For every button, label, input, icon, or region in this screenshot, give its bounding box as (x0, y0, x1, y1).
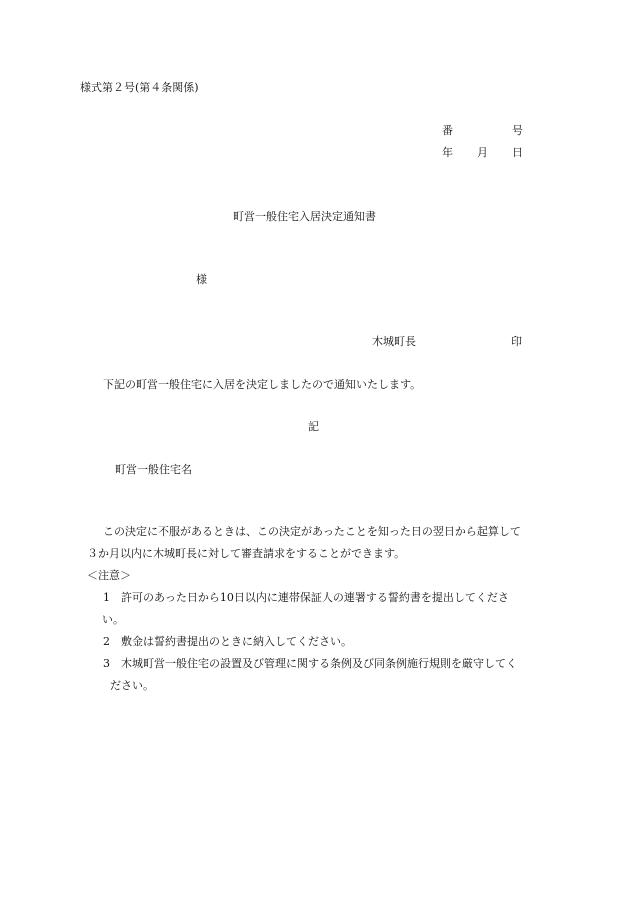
note-1-line2: い。 (102, 613, 124, 626)
note-3-line1: 木城町営一般住宅の設置及び管理に関する条例及び同条例施行規則を厳守してく (121, 657, 517, 670)
appeal-text-line2: ３か月以内に木城町長に対して審査請求をすることができます。 (87, 547, 406, 560)
note-3-number: 3 (103, 657, 110, 670)
body-text: 下記の町営一般住宅に入居を決定しましたので通知いたします。 (103, 378, 422, 391)
date-month-label: 月 (477, 146, 488, 159)
number-ban-label: 番 (442, 124, 453, 137)
seal-mark: 印 (511, 335, 522, 348)
housing-name-label: 町営一般住宅名 (115, 463, 192, 476)
note-1-number: 1 (103, 591, 110, 604)
addressee-suffix: 様 (196, 273, 207, 286)
document-title: 町営一般住宅入居決定通知書 (233, 210, 376, 223)
note-2-number: 2 (103, 635, 110, 648)
date-year-label: 年 (442, 146, 453, 159)
note-1-line1: 許可のあった日から10日以内に連帯保証人の連署する誓約書を提出してくださ (121, 591, 509, 604)
note-2-line1: 敷金は誓約書提出のときに納入してください。 (121, 635, 352, 648)
date-day-label: 日 (512, 146, 523, 159)
number-go-label: 号 (512, 124, 523, 137)
notes-header: ＜注意＞ (87, 569, 131, 582)
form-label: 様式第２号(第４条関係) (80, 81, 199, 94)
appeal-text-line1: この決定に不服があるときは、この決定があったことを知った日の翌日から起算して (103, 525, 521, 538)
ki-label: 記 (308, 420, 319, 433)
issuer-name: 木城町長 (372, 335, 416, 348)
note-3-line2: ださい。 (110, 679, 154, 692)
